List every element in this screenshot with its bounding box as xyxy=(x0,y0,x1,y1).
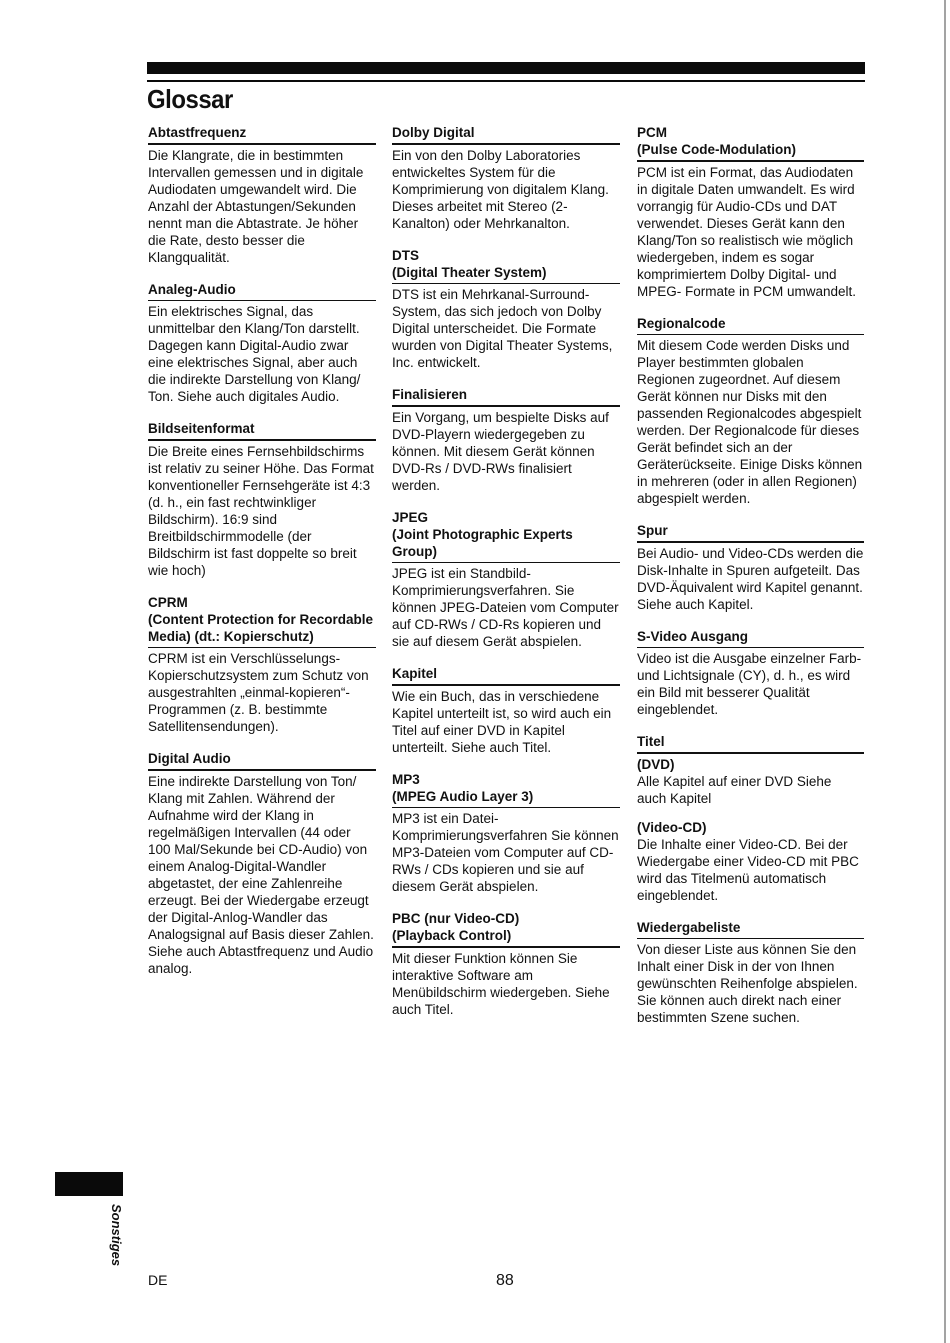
term-underline xyxy=(392,684,620,686)
glossary-term: PBC (nur Video-CD) (Playback Control) xyxy=(392,911,520,943)
glossary-definition: Die Inhalte einer Video-CD. Bei der Wiedergabe einer Video-CD mit PBC wird das Titelmenü automatisch eingeblendet. xyxy=(637,836,859,903)
section-tab-bar xyxy=(55,1172,123,1196)
glossary-entry xyxy=(392,910,620,1018)
glossary-entry xyxy=(392,124,620,232)
glossary-term: PCM (Pulse Code-Modulation) xyxy=(637,125,796,157)
glossary-definition: JPEG ist ein Standbild-Komprimierungsverfahren. Sie können JPEG-Dateien vom Computer auf CD-RWs / CD-Rs kopieren und sie auf diesem Gerät abspielen. xyxy=(392,566,619,649)
term-underline xyxy=(637,334,864,336)
glossary-entry xyxy=(148,750,376,977)
term-underline xyxy=(637,541,864,543)
glossary-term: DTS (Digital Theater System) xyxy=(392,247,547,280)
glossary-term: Dolby Digital xyxy=(392,125,475,140)
term-underline xyxy=(637,752,864,754)
glossary-definition: Wie ein Buch, das in verschiedene Kapitel unterteilt ist, so wird auch ein Titel auf einer DVD in Kapitel unterteilt. Siehe auch Titel. xyxy=(392,688,612,755)
glossary-entry xyxy=(392,247,620,372)
term-underline xyxy=(392,562,620,564)
section-side-label: Sonstiges xyxy=(109,1204,124,1267)
glossary-entry xyxy=(392,509,620,651)
glossary-term: Bildseitenformat xyxy=(148,421,255,436)
glossary-definition: Von dieser Liste aus können Sie den Inhalt einer Disk in der von Ihnen gewünschten Reihenfolge abspielen. Sie können auch direkt nach einer bestimmten Szene suchen. xyxy=(637,942,858,1025)
glossary-term: Spur xyxy=(637,523,668,538)
glossary-definition: Video ist die Ausgabe einzelner Farb- und Lichtsignale (CY), d. h., es wird ein Bild mit besserer Qualität eingeblendet. xyxy=(637,651,862,717)
glossary-subterm: (DVD) xyxy=(637,756,675,772)
header-bar xyxy=(147,62,865,74)
glossary-definition: PCM ist ein Format, das Audiodaten in digitale Daten umwandelt. Es wird vorrangig für Audio-CDs und DAT verwendet. Dieses Gerät kann den Klang/Ton so realistisch wie möglich wiedergeben, indem es sogar komprimiertem Dolby Digital- und MPEG- Formate in PCM umwandelt. xyxy=(637,164,857,299)
page-title: Glossar xyxy=(147,84,233,114)
term-underline xyxy=(392,807,620,809)
page-edge-line xyxy=(944,0,946,1343)
glossary-definition: Alle Kapitel auf einer DVD Siehe auch Kapitel xyxy=(637,773,832,806)
glossary-entry xyxy=(637,733,864,904)
glossary-definition: Mit diesem Code werden Disks und Player bestimmten globalen Regionen zugeordnet. Auf diesem Gerät können nur Disks mit den passenden Regionalcodes abgespielt werden. Der Regionalcode für dieses Gerät befindet sich an der Geräterückseite. Einige Disks können in mehreren (oder in allen Regionen) abgespielt werden. xyxy=(637,338,863,506)
glossary-term: S-Video Ausgang xyxy=(637,628,749,644)
term-underline xyxy=(148,300,376,302)
glossary-entry xyxy=(637,628,864,719)
page-number: 88 xyxy=(496,1272,514,1289)
glossary-entry xyxy=(148,594,376,736)
glossary-definition: Ein elektrisches Signal, das unmittelbar den Klang/Ton darstellt. Dagegen kann Digital-Audio zwar eine elektrisches Signal, aber auch die indirekte Darstellung von Klang/ Ton. Siehe auch digitales Audio. xyxy=(148,304,361,404)
term-underline xyxy=(637,647,864,649)
glossary-term: Analeg-Audio xyxy=(148,281,236,297)
glossary-entry xyxy=(392,665,620,756)
language-code: DE xyxy=(148,1272,168,1288)
glossary-column-3 xyxy=(637,124,864,1041)
term-underline xyxy=(637,160,864,162)
glossary-term: CPRM (Content Protection for Recordable Media) (dt.: Kopierschutz) xyxy=(148,594,374,644)
glossary-term: Regionalcode xyxy=(637,315,726,331)
glossary-definition: Die Klangrate, die in bestimmten Intervallen gemessen und in digitale Audiodaten umgewandelt wird. Die Anzahl der Abtastungen/Sekunden nennt man die Abtastrate. Je höher die Rate, desto besser die Klangqualität. xyxy=(148,147,364,265)
glossary-term: Finalisieren xyxy=(392,387,468,402)
term-underline xyxy=(148,439,376,441)
glossary-definition: CPRM ist ein Verschlüsselungs-Kopierschutzsystem zum Schutz von ausgestrahlten „einmal-kopieren“-Programmen (z. B. bestimmte Satellitensendungen). xyxy=(148,651,369,734)
glossary-definition: MP3 ist ein Datei-Komprimierungsverfahren Sie können MP3-Dateien vom Computer auf CD-RWs / CDs kopieren und sie auf diesem Gerät abspielen. xyxy=(392,811,619,894)
term-underline xyxy=(148,647,376,649)
glossary-entry xyxy=(637,522,864,613)
glossary-entry xyxy=(637,919,864,1027)
glossary-entry xyxy=(637,315,864,508)
term-underline xyxy=(392,283,620,285)
term-underline xyxy=(392,405,620,407)
glossary-entry xyxy=(637,124,864,300)
glossary-term: Wiedergabeliste xyxy=(637,919,741,935)
term-underline xyxy=(392,143,620,145)
term-underline xyxy=(637,938,864,940)
glossary-term: JPEG (Joint Photographic Experts Group) xyxy=(392,509,573,559)
glossary-term: Digital Audio xyxy=(148,751,231,766)
glossary-term: MP3 (MPEG Audio Layer 3) xyxy=(392,771,534,804)
glossary-entry xyxy=(392,386,620,494)
glossary-definition: DTS ist ein Mehrkanal-Surround-System, das sich jedoch von Dolby Digital unterscheidet. Die Formate wurden von Digital Theater Systems, Inc. entwickelt. xyxy=(392,287,613,370)
glossary-entry xyxy=(148,420,376,579)
header-rule xyxy=(147,80,865,82)
glossary-column-1 xyxy=(148,124,376,992)
term-underline xyxy=(392,946,620,948)
glossary-entry xyxy=(392,771,620,896)
glossary-column-2 xyxy=(392,124,620,1033)
glossary-definition: Eine indirekte Darstellung von Ton/ Klang mit Zahlen. Während der Aufnahme wird der Klang in regelmäßigen Intervallen (44 oder 100 Mal/Sekunde bei CD-Audio) von einem Analog-Digital-Wandler abgetastet, der eine Zahlenreihe erzeugt. Bei der Wiedergabe erzeugt der Digital-Anlog-Wandler das Analogsignal auf Basis dieser Zahlen. Siehe auch Abtastfrequenz und Audio analog. xyxy=(148,773,374,976)
glossary-entry xyxy=(148,281,376,406)
glossary-term: Titel xyxy=(637,734,665,749)
glossary-subterm: (Video-CD) xyxy=(637,819,707,835)
glossary-term: Abtastfrequenz xyxy=(148,125,247,140)
glossary-definition: Ein von den Dolby Laboratories entwickeltes System für die Komprimierung von digitalem Klang. Dieses arbeitet mit Stereo (2-Kanalton) oder Mehrkanalton. xyxy=(392,147,609,231)
glossary-term: Kapitel xyxy=(392,666,438,681)
glossary-definition: Ein Vorgang, um bespielte Disks auf DVD-Playern wiedergegeben zu können. Mit diesem Gerät können DVD-Rs / DVD-RWs finalisiert werden. xyxy=(392,409,609,493)
glossary-definition: Mit dieser Funktion können Sie interaktive Software am Menübildschirm wiedergeben. Siehe auch Titel. xyxy=(392,950,610,1017)
term-underline xyxy=(148,769,376,771)
glossary-entry xyxy=(148,124,376,266)
glossary-definition: Bei Audio- und Video-CDs werden die Disk-Inhalte in Spuren aufgeteilt. Das DVD-Äquivalent wird Kapitel genannt. Siehe auch Kapitel. xyxy=(637,545,864,612)
term-underline xyxy=(148,143,376,145)
glossary-definition: Die Breite eines Fernsehbildschirms ist relativ zu seiner Höhe. Das Format konventioneller Fernsehgeräte ist 4:3 (d. h., ein fast rechtwinkliger Bildschirm). 16:9 sind Breitbildschirmmodelle (der Bildschirm ist fast doppelte so breit wie hoch) xyxy=(148,443,374,578)
